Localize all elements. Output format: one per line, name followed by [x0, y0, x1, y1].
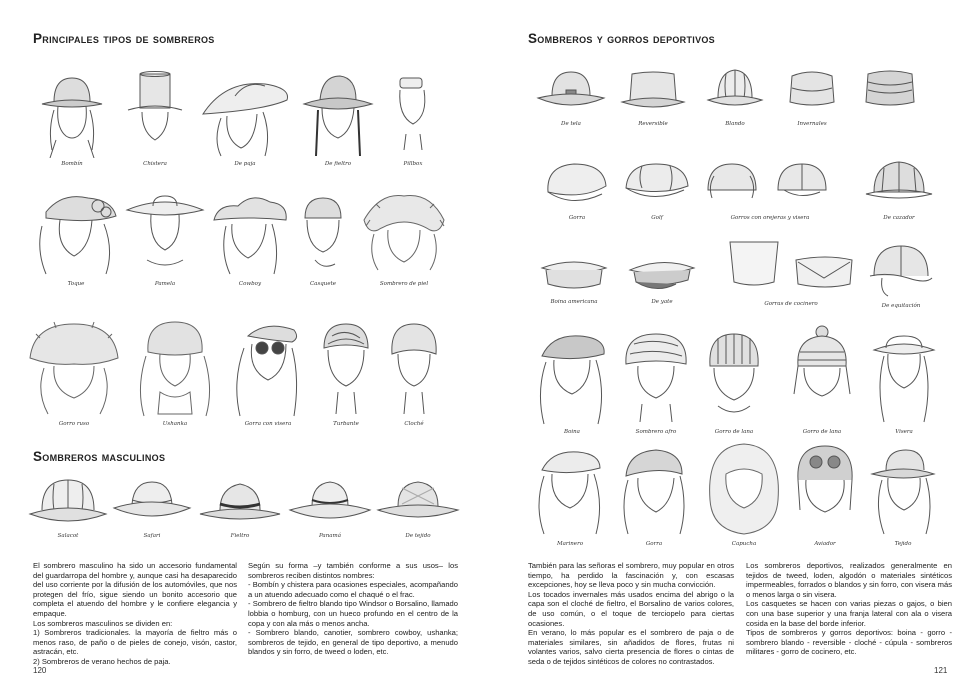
page-number: 121 — [934, 666, 948, 675]
caption: Safari — [143, 533, 161, 539]
pillbox-hat-drawing — [388, 70, 438, 158]
figure-marinero — [530, 446, 610, 547]
figure-gorros-orejeras-visera — [700, 156, 840, 221]
caption: Gorra — [568, 215, 586, 221]
caption: Blando — [725, 121, 745, 127]
bucket-hat-drawing — [704, 66, 766, 118]
straw-hat-drawing — [195, 70, 295, 158]
figure-turbante — [318, 318, 374, 427]
pith-helmet-drawing — [28, 474, 108, 530]
cloth-hat-drawing — [536, 66, 606, 118]
caption: Aviador — [814, 541, 836, 547]
caption: Gorro de lana — [714, 429, 754, 435]
caption: Panamá — [318, 533, 342, 539]
figure-salacot — [28, 474, 108, 539]
figure-gorra-con-visera — [228, 318, 308, 427]
caption: Visera — [895, 429, 913, 435]
text-column-3 — [528, 561, 734, 667]
riding-helmet-drawing — [868, 240, 934, 300]
visor-cap-drawing — [228, 318, 308, 418]
caption: De paja — [234, 161, 256, 167]
caption: Pamela — [154, 281, 176, 287]
caption: Boina americana — [550, 299, 598, 305]
caption: Sombrero de piel — [379, 281, 429, 287]
figure-gorro-ruso — [26, 318, 122, 427]
hood-drawing — [704, 440, 784, 538]
deerstalker-drawing — [864, 156, 934, 212]
top-hat-drawing — [120, 70, 190, 158]
figure-toque — [32, 190, 120, 287]
caption: Toque — [67, 281, 85, 287]
aviator-cap-drawing — [790, 440, 860, 538]
caption: Cowboy — [238, 281, 262, 287]
turban-drawing — [318, 318, 374, 418]
figure-visera — [870, 330, 938, 435]
skullcap-drawing — [295, 190, 351, 278]
caption: Gorra con visera — [244, 421, 292, 427]
figure-reversible — [618, 66, 688, 127]
figure-cloche — [386, 318, 442, 427]
figure-gorra-2 — [618, 446, 690, 547]
figure-safari — [112, 474, 192, 539]
caption: Pillbox — [403, 161, 423, 167]
figure-pillbox — [388, 70, 438, 167]
figure-gorro-de-lana-1 — [702, 330, 766, 435]
figure-fieltro — [198, 474, 282, 539]
caption: Boina — [564, 429, 580, 435]
afro-hat-drawing — [620, 330, 692, 426]
russian-fur-hat-drawing — [26, 318, 122, 418]
sun-visor-drawing — [870, 330, 938, 426]
caption: Chistera — [143, 161, 167, 167]
reversible-hat-drawing — [618, 66, 688, 118]
figure-golf — [622, 156, 692, 221]
paragraph: - Sombrero de fieltro blando tipo Windsor o Borsalino, llamado lobbia o homburg, con un hueco profundo en el centro de la copa y con ala más o menos ancha. — [248, 599, 458, 628]
caption: Golf — [651, 215, 663, 221]
caption: Turbante — [333, 421, 359, 427]
caption: Salacot — [57, 533, 79, 539]
figure-de-paja — [195, 70, 295, 167]
american-beret-drawing — [538, 250, 610, 296]
figure-casquete — [295, 190, 351, 287]
caption: De fieltro — [324, 161, 352, 167]
section-title-mens-hats: Sombreros masculinos — [33, 449, 166, 464]
figure-de-cazador — [864, 156, 934, 221]
chef-hats-drawing — [726, 238, 856, 298]
figure-de-tejido — [376, 474, 460, 539]
toque-hat-drawing — [32, 190, 120, 278]
figure-cowboy — [208, 190, 292, 287]
text-column-1 — [33, 561, 237, 667]
golf-cap-drawing — [622, 156, 692, 212]
figure-sombrero-de-piel — [360, 190, 448, 287]
caption: Casquete — [309, 281, 337, 287]
figure-panama — [288, 474, 372, 539]
earflap-caps-drawing — [700, 156, 840, 212]
paragraph: Los tocados invernales más usados encima del abrigo o la capa son el cloché de fieltro, el Borsalino de varios colores, de uso común, o el toque de terciopelo para ciertas ocasiones. — [528, 589, 734, 628]
paragraph: - Sombrero blando, canotier, sombrero cowboy, ushanka; sombreros de tejido, en general de tipo deportivo, a menudo blandos y sin forro, de tweed o loden, etc. — [248, 628, 458, 657]
right-page — [490, 0, 980, 700]
flat-cap-drawing — [542, 156, 612, 212]
figure-invernales-1 — [784, 66, 840, 127]
fedora-drawing — [198, 474, 282, 530]
paragraph: - Bombín y chistera para ocasiones especiales, acompañando a un atuendo adecuado como el chaqué o el frac. — [248, 580, 458, 599]
figure-chistera — [120, 70, 190, 167]
tweed-hat-drawing — [376, 474, 460, 530]
figure-boina-americana — [538, 250, 610, 305]
figure-de-fieltro — [300, 70, 376, 167]
wool-beanie-drawing — [702, 330, 766, 426]
figure-blando — [704, 66, 766, 127]
paragraph: Tipos de sombreros y gorros deportivos: boina - gorro - sombrero blando - reversible - cloché - cúpula - sombreros militares - gorro de cocinero, etc. — [746, 628, 952, 657]
paragraph: Los casquetes se hacen con varias piezas o gajos, o bien con una base superior y una franja lateral con ala o visera cosida en la base del borde inferior. — [746, 599, 952, 628]
figure-aviador — [790, 440, 860, 547]
caption: De equitación — [881, 303, 921, 309]
bobble-hat-drawing — [786, 324, 858, 426]
cloche-hat-drawing — [386, 318, 442, 418]
figure-ushanka — [130, 318, 220, 427]
text-column-2 — [248, 561, 458, 657]
caption: Gorro ruso — [58, 421, 90, 427]
paragraph: Los sombreros masculinos se dividen en: — [33, 618, 173, 628]
cowboy-hat-drawing — [208, 190, 292, 278]
paragraph: 1) Sombreros tradicionales. la mayoría de fieltro más o menos raso, de paño o de pieles de conejo, visón, castor, astracán, etc. — [33, 628, 237, 657]
knit-hat-drawing — [868, 446, 938, 538]
panama-hat-drawing — [288, 474, 372, 530]
section-title-main-hat-types: Principales tipos de sombreros — [33, 31, 215, 46]
section-title-sport-hats: Sombreros y gorros deportivos — [528, 31, 715, 46]
page-number: 120 — [33, 666, 47, 675]
caption: Gorras de cocinero — [764, 301, 818, 307]
figure-sombrero-afro — [620, 330, 692, 435]
ushanka-drawing — [130, 318, 220, 418]
caption: De tejido — [405, 533, 431, 539]
caption: Tejido — [894, 541, 912, 547]
wide-brim-hat-drawing — [125, 190, 205, 278]
beret-drawing — [532, 330, 612, 426]
caption: De cazador — [883, 215, 915, 221]
figure-gorras-de-cocinero — [726, 238, 856, 307]
caption: Reversible — [638, 121, 668, 127]
figure-de-equitacion — [868, 240, 934, 309]
fur-hat-drawing — [360, 190, 448, 278]
figure-de-yate — [626, 250, 698, 305]
figure-gorro-de-lana-2 — [786, 324, 858, 435]
sailor-hat-drawing — [530, 446, 610, 538]
figure-capucha — [704, 440, 784, 547]
caption: Fieltro — [230, 533, 250, 539]
figure-pamela — [125, 190, 205, 287]
figure-de-tela — [536, 66, 606, 127]
cap-side-drawing — [618, 446, 690, 538]
bowler-hat-drawing — [32, 70, 112, 158]
caption: Capucha — [731, 541, 757, 547]
paragraph: También para las señoras el sombrero, muy popular en otros tiempo, ha perdido la fascinación y, con escasas excepciones, hoy se lleva poco y sin mucha convicción. — [528, 561, 734, 590]
caption: Ushanka — [162, 421, 188, 427]
caption: Invernales — [797, 121, 827, 127]
winter-hat-2-drawing — [860, 66, 920, 118]
caption: De tela — [561, 121, 581, 127]
figure-bombin — [32, 70, 112, 167]
paragraph: Según su forma –y también conforme a sus usos– los sombreros reciben distintos nombres: — [248, 561, 458, 580]
caption: Gorra — [645, 541, 663, 547]
caption: Bombín — [61, 161, 83, 167]
caption: Gorro de lana — [802, 429, 842, 435]
figure-invernales-2 — [860, 66, 920, 118]
figure-boina — [532, 330, 612, 435]
caption: Gorros con orejeras y visera — [730, 215, 810, 221]
paragraph: En verano, lo más popular es el sombrero de paja o de materiales similares, sin añadidos de flores, frutas ni volantes varios, salvo cierta presencia de flores o cintas de seda o de tejidos sintéticos de colores no contrastados. — [528, 628, 734, 666]
paragraph: Los sombreros deportivos, realizados generalmente en tejidos de tweed, loden, algodón o materiales sintéticos impermeables, forrados o blandos y sin forro, con visera más o menos larga o sin visera. — [746, 561, 952, 599]
winter-hat-drawing — [784, 66, 840, 118]
caption: Marinero — [556, 541, 584, 547]
caption: Sombrero afro — [635, 429, 677, 435]
caption: Cloché — [404, 421, 424, 427]
figure-tejido — [868, 446, 938, 547]
figure-gorra — [542, 156, 612, 221]
paragraph: 2) Sombreros de verano hechos de paja. — [33, 656, 171, 666]
safari-hat-drawing — [112, 474, 192, 530]
felt-hat-drawing — [300, 70, 376, 158]
yacht-cap-drawing — [626, 250, 698, 296]
caption: De yate — [651, 299, 673, 305]
paragraph: El sombrero masculino ha sido un accesorio fundamental del guardarropa del hombre y, aunque casi ha desaparecido del uso corriente por la difusión de los automóviles, que nos protegen del frío, sigue siendo un bonito accesorio que completa el atuendo del hombre y le confiere elegancia y empaque. — [33, 561, 237, 618]
text-column-4 — [746, 561, 952, 657]
